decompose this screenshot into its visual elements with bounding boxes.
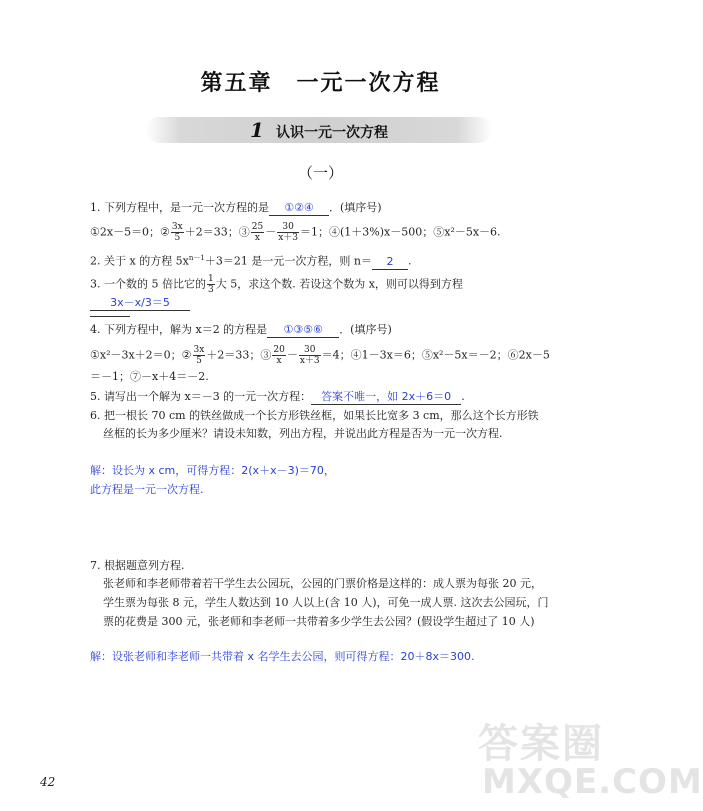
q4-option-text: ＋2＝33；③ (206, 348, 272, 362)
section-number: 1 (250, 118, 264, 142)
q6-answer-2: 此方程是一元一次方程. (90, 483, 204, 496)
question-1-options (90, 222, 560, 243)
question-6-line-2: 丝框的长为多少厘米？请设未知数，列出方程，并说出此方程是否为一元一次方程. (103, 427, 503, 440)
q4-option-text: ①x²－3x＋2＝0；② (90, 348, 192, 362)
watermark-url: MXQE.COM (482, 762, 703, 802)
fraction: $\frac{3x}{5}$ (171, 222, 183, 243)
page-number: 42 (40, 775, 56, 789)
q2-stem: 2. 关于 x 的方程 5x (90, 254, 189, 268)
q2-exponent: n－1 (188, 254, 205, 262)
q5-stem: 5. 请写出一个解为 x＝－3 的一元一次方程： (90, 390, 312, 403)
fraction: $\frac{25}{x}$ (251, 222, 264, 243)
q1-option-text: ＝1；④(1＋3%)x－500；⑤x²－5x－6. (300, 225, 501, 239)
chapter-label: 第五章 (200, 70, 273, 96)
q4-option-text: － (286, 348, 298, 362)
question-4-options (90, 345, 560, 366)
fraction: $\frac{30}{x+3}$ (299, 345, 320, 366)
q1-answer: ①②④ (269, 200, 329, 216)
watermark-logo-text: 答案圈 (478, 721, 604, 767)
site-watermark (478, 712, 703, 807)
fraction: $\frac{20}{x}$ (273, 345, 285, 366)
q3-pre: 3. 一个数的 5 倍比它的 (90, 277, 206, 291)
chapter-name: 一元一次方程 (296, 70, 441, 96)
chapter-title (0, 66, 641, 97)
section-title: 认识一元一次方程 (275, 125, 388, 141)
q1-option-text: － (265, 225, 277, 239)
q2-suffix: . (407, 254, 412, 268)
q1-option-text: ＋2＝33；③ (184, 225, 250, 239)
q4-suffix: ．(填序号) (339, 323, 392, 336)
question-7-line-4: 票的花费是 300 元，张老师和李老师一共带着多少学生去公园？(假设学生超过了 10 人) (103, 615, 535, 628)
question-7-line-3: 学生票为每张 8 元，学生人数达到 10 人以上(含 10 人)，可免一成人票. 这次去公园玩，门 (103, 596, 549, 609)
fraction: $\frac{30}{x+3}$ (278, 222, 298, 243)
q1-suffix: ．(填序号) (329, 201, 382, 214)
q4-answer: ①③⑤⑥ (267, 322, 339, 338)
question-1 (90, 200, 560, 216)
question-5 (90, 389, 560, 405)
fraction: $\frac{1}{3}$ (207, 274, 214, 295)
question-7-line-2: 张老师和李老师带着若干学生去公园玩，公园的门票价格是这样的：成人票为每张 20 元， (103, 577, 542, 590)
q3-post: 大 5，求这个数. 若设这个数为 x，则可以得到方程 (215, 277, 463, 291)
q7-answer: 解：设张老师和李老师一共带着 x 名学生去公园，则可得方程：20＋8x＝300. (90, 650, 475, 663)
q5-answer: 答案不唯一，如 2x＋6＝0 (311, 389, 461, 405)
section-banner (146, 117, 492, 143)
q2-answer: 2 (372, 254, 408, 270)
q5-suffix: . (461, 390, 465, 403)
q1-option-text: ①2x－5＝0；② (90, 225, 170, 239)
q4-option-text: ＝4；④1－3x＝6；⑤x²－5x＝－2；⑥2x－5 (321, 348, 550, 362)
question-7-line-1: 7. 根据题意列方程. (90, 559, 185, 572)
q4-stem: 4. 下列方程中，解为 x＝2 的方程是 (90, 323, 268, 336)
fraction: $\frac{3x}{5}$ (193, 345, 205, 366)
q6-answer-1: 解：设长为 x cm，可得方程：2(x＋x－3)＝70， (90, 464, 335, 477)
q3-answer-line (90, 316, 130, 317)
q2-mid: ＋3＝21 是一元一次方程，则 n＝ (204, 254, 372, 268)
q1-stem: 1. 下列方程中，是一元一次方程的是 (90, 201, 269, 214)
question-2 (90, 251, 560, 270)
q3-answer: 3x－x/3＝5 (90, 295, 190, 311)
question-4 (90, 322, 560, 338)
question-4-options-cont: ＝－1；⑦－x＋4＝－2. (90, 370, 209, 383)
question-6-line-1: 6. 把一根长 70 cm 的铁丝做成一个长方形铁丝框，如果长比宽多 3 cm，那么这个长方形铁 (90, 409, 539, 422)
question-3 (90, 274, 560, 311)
subsection-title: （一） (297, 164, 343, 182)
